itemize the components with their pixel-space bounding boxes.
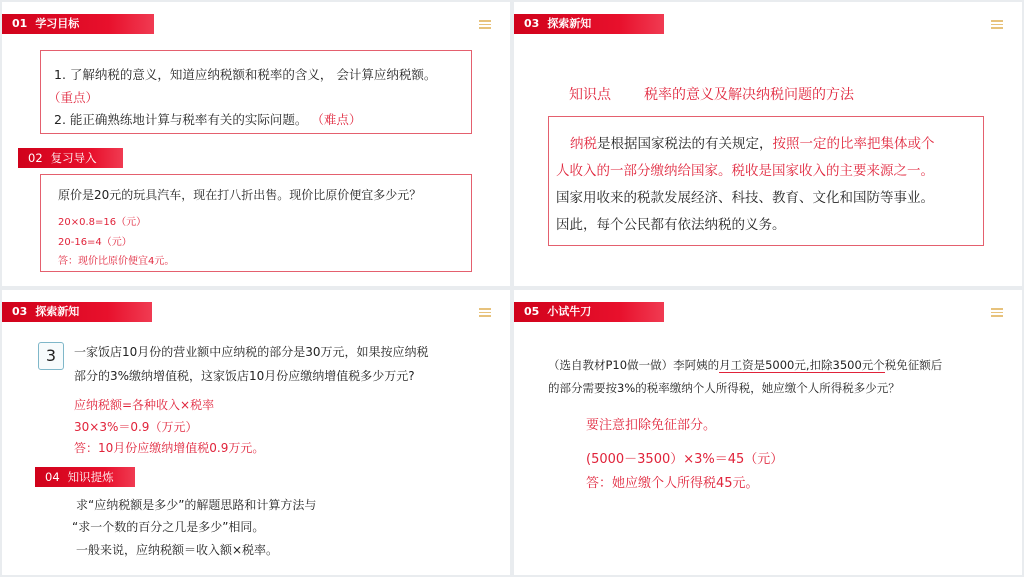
question-tail: 税免征额后 [884,358,943,372]
definition-line-3: 国家用收来的税款发展经济、科技、教育、文化和国防等事业。 [556,190,934,206]
goal-2-text [54,110,361,128]
definition-line-2: 人收入的一部分缴纳给国家。税收是国家收入的主要来源之一。 [556,163,934,179]
summary-line-1: 求“应纳税额是多少”的解题思路和计算方法与 [76,498,317,512]
knowledge-point-label: 知识点 [569,87,611,103]
knowledge-point-title: 税率的意义及解决纳税问题的方法 [644,87,854,103]
example-number-badge: 3 [38,342,64,370]
definition-term: 纳税 [570,136,597,152]
menu-icon[interactable] [991,308,1003,317]
section-tag-number: 04 [45,470,60,484]
section-tag-title: 探索新知 [35,305,80,318]
section-tag-practice [514,302,664,322]
review-answer: 答：现价比原价便宜4元。 [58,256,175,267]
section-tag-summary [35,467,135,487]
section-tag-number: 02 [28,151,43,165]
section-tag-title: 学习目标 [35,17,80,30]
definition-line-1 [570,132,935,152]
formula-text: 应纳税额=各种收入×税率 [74,398,215,412]
section-tag-explore [2,302,152,322]
slide-learning-goals [2,2,510,286]
section-tag-learning-goals [2,14,154,34]
section-tag-explore [514,14,664,34]
answer-text: 答：她应缴个人所得税45元。 [586,476,759,491]
goal-2-label: 2. 能正确熟练地计算与税率有关的实际问题。 [54,112,308,127]
goal-2-note: （难点） [311,112,362,127]
section-tag-number: 01 [12,17,28,30]
question-line-2: 的部分需要按3%的税率缴纳个人所得税，她应缴个人所得税多少元？ [548,381,900,395]
review-step-1: 20×0.8=16（元） [58,217,147,228]
section-tag-number: 03 [524,17,540,30]
answer-text: 答：10月份应缴纳增值税0.9万元。 [74,441,265,455]
question-underlined: 月工资是5000元,扣除3500元个 [719,358,885,372]
section-tag-number: 03 [12,305,28,318]
section-tag-title: 复习导入 [50,151,97,165]
goal-1-text: 1. 了解纳税的意义，知道应纳税额和税率的含义， 会计算应纳税额。 [54,67,437,82]
problem-line-2: 部分的3%缴纳增值税，这家饭店10月份应缴纳增值税多少万元? [74,369,415,383]
menu-icon[interactable] [991,20,1003,29]
review-question: 原价是20元的玩具汽车，现在打八折出售。现价比原价便宜多少元？ [58,188,422,202]
section-tag-title: 探索新知 [547,17,592,30]
question-line-1 [548,357,942,373]
definition-highlight: 按照一定的比率把集体或个 [772,136,935,152]
section-tag-title: 知识提炼 [67,470,114,484]
definition-text: 是根据国家税法的有关规定， [597,136,773,152]
slide-explore-knowledge [514,2,1022,286]
section-tag-number: 05 [524,305,540,318]
goal-1-note: （重点） [48,90,99,105]
summary-line-2: “求一个数的百分之几是多少”相同。 [72,520,265,534]
menu-icon[interactable] [479,20,491,29]
calculation-text: (5000－3500）×3%＝45（元） [586,452,784,467]
problem-line-1: 一家饭店10月份的营业额中应纳税的部分是30万元，如果按应纳税 [74,345,429,359]
section-tag-title: 小试牛刀 [547,305,592,318]
menu-icon[interactable] [479,308,491,317]
slide-explore-example [2,290,510,575]
definition-line-4: 因此，每个公民都有依法纳税的义务。 [556,217,786,233]
question-source: （选自教材P10做一做）李阿姨的 [548,358,720,372]
slide-practice [514,290,1022,575]
hint-text: 要注意扣除免征部分。 [586,418,717,433]
summary-line-3: 一般来说，应纳税额＝收入额×税率。 [76,543,279,557]
section-tag-review [18,148,123,168]
review-step-2: 20-16=4（元） [58,237,132,248]
calculation-text: 30×3%＝0.9（万元） [74,420,198,434]
